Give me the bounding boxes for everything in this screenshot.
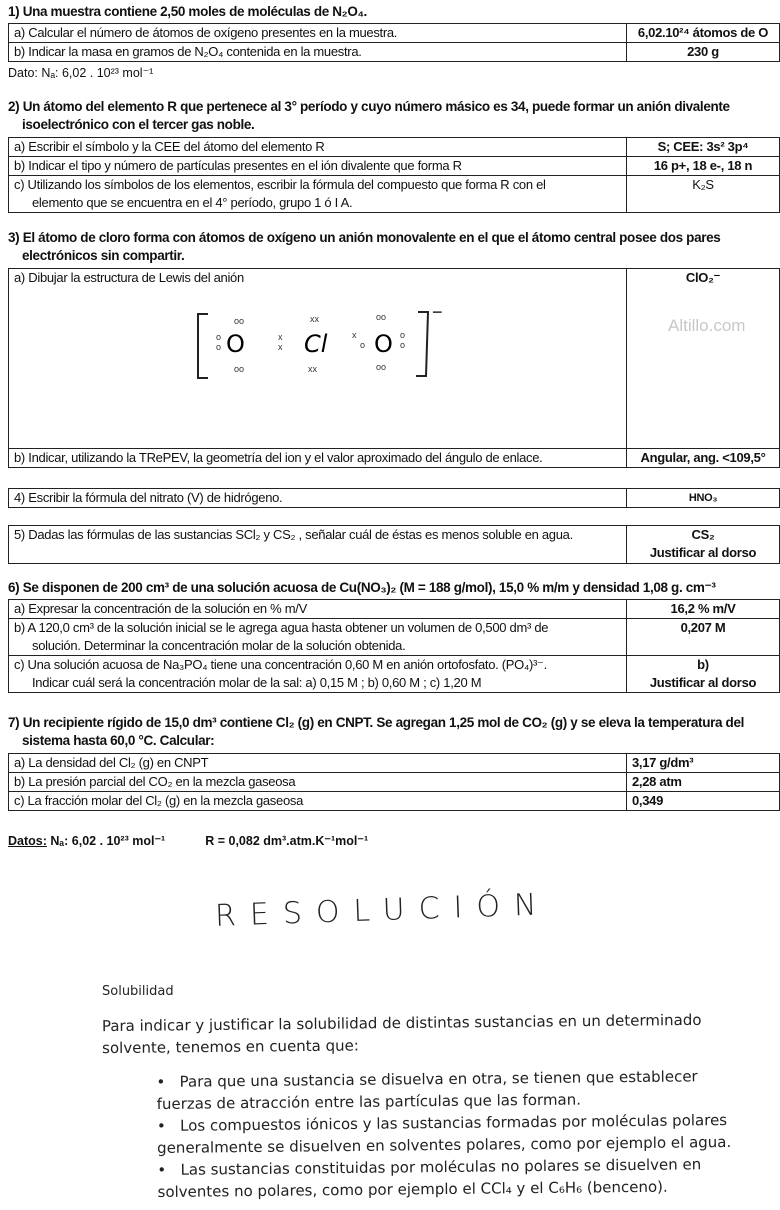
solubilidad-intro xyxy=(102,1009,702,1059)
table-row xyxy=(9,619,780,656)
oxygen-right: O xyxy=(374,330,393,358)
intro-line1: Para indicar y justificar la solubilidad de distintas sustancias en un determinado xyxy=(101,1010,702,1036)
answer-cell: 0,349 xyxy=(627,792,780,811)
svg-text:oo: oo xyxy=(234,316,245,326)
q3-title xyxy=(8,229,720,265)
question-line1: c) Una solución acuosa de Na₃PO₄ tiene una concentración 0,60 M en anión ortofosfato. (PO₄)³⁻. xyxy=(14,657,547,672)
answer-cell: 0,207 M xyxy=(627,619,780,656)
solubilidad-bullets xyxy=(156,1065,731,1203)
answer-cell: ClO₂⁻ xyxy=(627,269,780,449)
bullet-icon: • xyxy=(157,1160,181,1180)
table-row xyxy=(9,773,780,792)
answer-cell: 16,2 % m/V xyxy=(627,600,780,619)
answer-cell: HNO₃ xyxy=(627,489,780,508)
bullet-item xyxy=(156,1065,731,1115)
table-row xyxy=(9,656,780,693)
datos-label: Datos: xyxy=(8,834,47,848)
q2-title-line2: isoelectrónico con el tercer gas noble. xyxy=(22,117,255,132)
table-row xyxy=(9,449,780,468)
question-cell: a) Dibujar la estructura de Lewis del anión xyxy=(9,269,627,449)
svg-text:oo: oo xyxy=(376,312,387,322)
q2-table xyxy=(8,137,780,213)
answer-line2: Justificar al dorso xyxy=(649,675,757,690)
svg-text:x: x xyxy=(278,332,283,342)
question-cell: a) Expresar la concentración de la solución en % m/V xyxy=(9,600,627,619)
q6-title: 6) Se disponen de 200 cm³ de una solución acuosa de Cu(NO₃)₂ (M = 188 g/mol), 15,0 % m/m y densidad 1,08 g. cm⁻³ xyxy=(8,580,716,595)
svg-text:oo: oo xyxy=(234,364,245,374)
answer-line1: b) xyxy=(697,657,709,672)
lewis-structure-drawing xyxy=(190,300,470,390)
question-cell: 5) Dadas las fórmulas de las sustancias SCl₂ y CS₂ , señalar cuál de éstas es menos soluble en agua. xyxy=(9,526,627,564)
question-cell: c) La fracción molar del Cl₂ (g) en la mezcla gaseosa xyxy=(9,792,627,811)
q6-table xyxy=(8,599,780,693)
answer-cell: 6,02.10²⁴ átomos de O xyxy=(627,24,780,43)
bullet-item xyxy=(157,1153,732,1203)
svg-text:o: o xyxy=(360,340,366,350)
question-line1: b) A 120,0 cm³ de la solución inicial se le agrega agua hasta obtener un volumen de 0,500 dm³ de xyxy=(14,620,549,635)
q1-dato: Dato: Nₐ: 6,02 . 10²³ mol⁻¹ xyxy=(8,66,154,80)
svg-text:xx: xx xyxy=(308,364,317,374)
question-cell: 4) Escribir la fórmula del nitrato (V) de hidrógeno. xyxy=(9,489,627,508)
q3-title-line1: 3) El átomo de cloro forma con átomos de oxígeno un anión monovalente en el que el átomo central posee dos pares xyxy=(8,230,721,245)
question-cell: b) Indicar el tipo y número de partículas presentes en el ión divalente que forma R xyxy=(9,157,627,176)
q7-title-line1: 7) Un recipiente rígido de 15,0 dm³ contiene Cl₂ (g) en CNPT. Se agregan 1,25 mol de CO₂ (g) y se eleva la temperatura del xyxy=(8,715,745,730)
solubilidad-heading: Solubilidad xyxy=(102,984,174,999)
question-cell: a) La densidad del Cl₂ (g) en CNPT xyxy=(9,754,627,773)
chlorine: Cl xyxy=(304,330,328,358)
answer-cell: 230 g xyxy=(627,43,780,62)
bullet-line1: Los compuestos iónicos y las sustancias formadas por moléculas polares xyxy=(179,1111,728,1135)
answer-cell: K₂S xyxy=(627,176,780,213)
bullet-line1: Las sustancias constituidas por moléculas no polares se disuelven en xyxy=(180,1155,702,1179)
bullet-line2: fuerzas de atracción entre las partículas que las forman. xyxy=(156,1090,582,1114)
q7-title xyxy=(8,714,744,750)
table-row xyxy=(9,754,780,773)
question-line2: elemento que se encuentra en el 4° período, grupo 1 ó I A. xyxy=(32,195,353,210)
question-cell: a) Calcular el número de átomos de oxígeno presentes en la muestra. xyxy=(9,24,627,43)
question-cell xyxy=(9,619,627,656)
answer-cell: 3,17 g/dm³ xyxy=(627,754,780,773)
q1-title: 1) Una muestra contiene 2,50 moles de moléculas de N₂O₄. xyxy=(8,4,367,19)
bullet-icon: • xyxy=(156,1116,181,1136)
svg-text:o: o xyxy=(216,332,222,342)
bullet-item xyxy=(157,1109,732,1159)
oxygen-left: O xyxy=(226,330,245,358)
answer-cell: S; CEE: 3s² 3p⁴ xyxy=(627,138,780,157)
answer-cell xyxy=(627,526,780,564)
q2-title xyxy=(8,98,730,134)
q1-table xyxy=(8,23,780,62)
question-cell: b) Indicar, utilizando la TRePEV, la geometría del ion y el valor aproximado del ángulo de enlace. xyxy=(9,449,627,468)
table-row xyxy=(9,24,780,43)
svg-text:x: x xyxy=(278,342,283,352)
q7-table xyxy=(8,753,780,811)
bullet-line1: Para que una sustancia se disuelva en otra, se tienen que establecer xyxy=(179,1067,698,1091)
answer-cell: 2,28 atm xyxy=(627,773,780,792)
question-line2: solución. Determinar la concentración molar de la solución obtenida. xyxy=(32,638,406,653)
q3-title-line2: electrónicos sin compartir. xyxy=(22,248,185,263)
question-cell: b) Indicar la masa en gramos de N₂O₄ contenida en la muestra. xyxy=(9,43,627,62)
answer-cell xyxy=(627,656,780,693)
bullet-icon: • xyxy=(156,1072,180,1092)
table-row xyxy=(9,157,780,176)
question-line1: c) Utilizando los símbolos de los elementos, escribir la fórmula del compuesto que forma R con el xyxy=(14,177,546,192)
table-row xyxy=(9,43,780,62)
question-cell xyxy=(9,176,627,213)
q5-table xyxy=(8,525,780,564)
answer-cell: Angular, ang. <109,5° xyxy=(627,449,780,468)
table-row xyxy=(9,138,780,157)
charge-sign: − xyxy=(432,302,443,322)
answer-line1: CS₂ xyxy=(691,527,715,542)
datos-na: Nₐ: 6,02 . 10²³ mol⁻¹ xyxy=(50,834,166,848)
svg-text:o: o xyxy=(400,340,406,350)
intro-line2: solvente, tenemos en cuenta que: xyxy=(102,1036,359,1058)
answer-line2: Justificar al dorso xyxy=(649,545,757,560)
datos-r: R = 0,082 dm³.atm.K⁻¹mol⁻¹ xyxy=(205,834,369,848)
question-line2: Indicar cuál será la concentración molar de la sal: a) 0,15 M ; b) 0,60 M ; c) 1,20 M xyxy=(32,675,482,690)
table-row xyxy=(9,600,780,619)
table-row xyxy=(9,792,780,811)
q2-title-line1: 2) Un átomo del elemento R que pertenece al 3° período y cuyo número másico es 34, puede formar un anión divalente xyxy=(8,99,730,114)
q7-title-line2: sistema hasta 60,0 °C. Calcular: xyxy=(22,733,215,748)
q4-table xyxy=(8,488,780,508)
answer-cell: 16 p+, 18 e-, 18 n xyxy=(627,157,780,176)
table-row xyxy=(9,526,780,564)
svg-text:o: o xyxy=(400,330,406,340)
question-cell: a) Escribir el símbolo y la CEE del átomo del elemento R xyxy=(9,138,627,157)
watermark: Altillo.com xyxy=(668,316,746,335)
table-row xyxy=(9,176,780,213)
datos-line xyxy=(8,833,368,848)
question-cell xyxy=(9,656,627,693)
question-cell: b) La presión parcial del CO₂ en la mezcla gaseosa xyxy=(9,773,627,792)
svg-text:x: x xyxy=(352,330,357,340)
bullet-line2: generalmente se disuelven en solventes polares, como por ejemplo el agua. xyxy=(157,1132,732,1158)
table-row xyxy=(9,489,780,508)
svg-text:o: o xyxy=(216,342,222,352)
resolucion-handwritten: RESOLUCIÓN xyxy=(214,887,551,934)
bullet-line2: solventes no polares, como por ejemplo el CCl₄ y el C₆H₆ (benceno). xyxy=(157,1177,668,1202)
svg-text:oo: oo xyxy=(376,362,387,372)
svg-text:xx: xx xyxy=(310,314,319,324)
